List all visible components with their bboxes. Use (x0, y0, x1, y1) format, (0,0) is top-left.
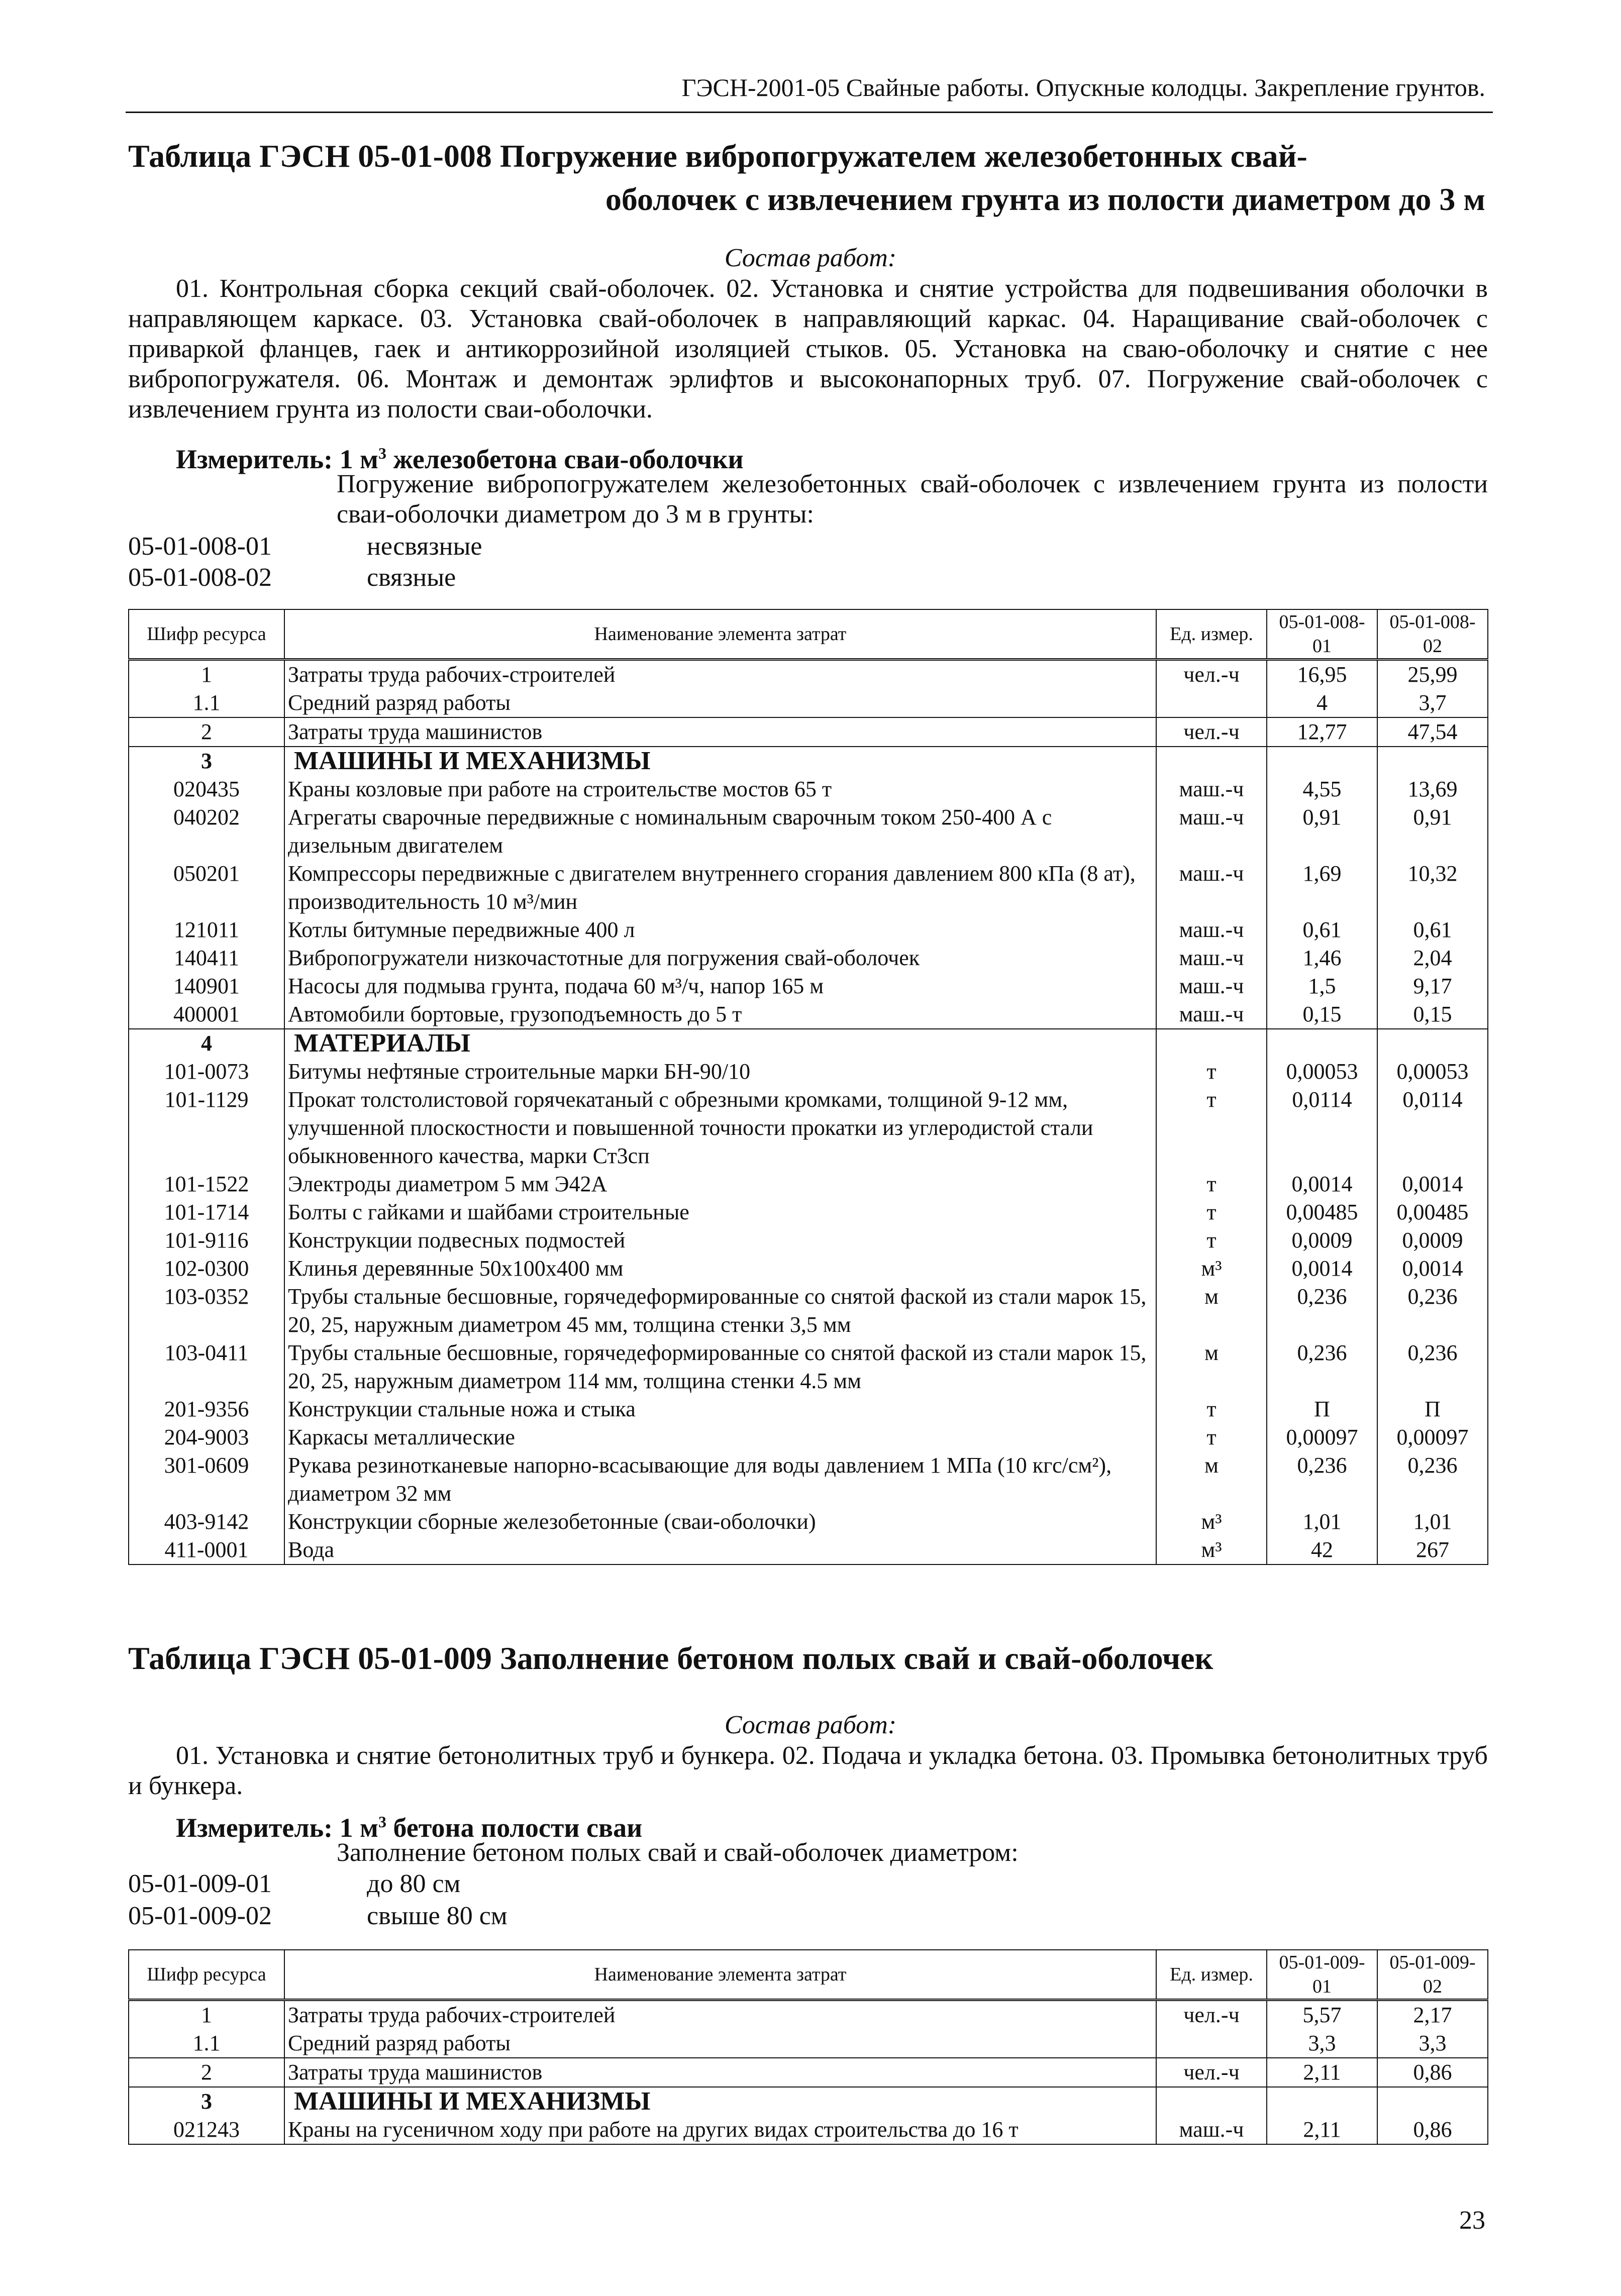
cell-code: 1 (129, 660, 284, 689)
cell-unit: м³ (1156, 1536, 1267, 1564)
table2-meter-value-pre: 1 м (339, 1813, 378, 1843)
cell-name: Прокат толстолистовой горячекатаный с обрезными кромками, толщиной 9-12 мм, улучшенной плоскостности и повышенной точности прокатки из углеродистой стали обыкновенного качества, марки Ст3сп (284, 1086, 1156, 1170)
col-header-v1: 05-01-008-01 (1267, 609, 1377, 660)
table-row (129, 2116, 1488, 2144)
cell-value-1: 4,55 (1267, 775, 1377, 803)
cell-code: 102-0300 (129, 1255, 284, 1283)
cell-unit: маш.-ч (1156, 775, 1267, 803)
table1-meter-value-post: железобетона сваи-оболочки (386, 444, 744, 474)
cell-value-2: 0,236 (1377, 1451, 1488, 1508)
cell-unit (1156, 1029, 1267, 1058)
col-header-name: Наименование элемента затрат (284, 1950, 1156, 2000)
table2-composition-heading: Состав работ: (724, 1711, 897, 1739)
cell-name: Насосы для подмыва грунта, подача 60 м³/ч, напор 165 м (284, 972, 1156, 1000)
cell-unit (1156, 2087, 1267, 2116)
cell-value-2: 25,99 (1377, 660, 1488, 689)
cell-unit: м (1156, 1451, 1267, 1508)
cell-name: Агрегаты сварочные передвижные с номинальным сварочным током 250-400 А с дизельным двигателем (284, 803, 1156, 860)
cell-unit (1156, 747, 1267, 775)
cell-unit: м³ (1156, 1508, 1267, 1536)
cell-code: 201-9356 (129, 1395, 284, 1423)
table-row (129, 1283, 1488, 1339)
cell-value-1: 2,11 (1267, 2116, 1377, 2144)
cell-unit: маш.-ч (1156, 2116, 1267, 2144)
cell-unit: м (1156, 1283, 1267, 1339)
cell-value-1: 0,0014 (1267, 1170, 1377, 1198)
cell-name: МАШИНЫ И МЕХАНИЗМЫ (284, 2087, 1156, 2116)
cell-name: Краны козловые при работе на строительстве мостов 65 т (284, 775, 1156, 803)
running-header: ГЭСН-2001-05 Свайные работы. Опускные колодцы. Закрепление грунтов. (681, 73, 1485, 101)
page-number: 23 (1459, 2206, 1485, 2235)
cell-value-2: 0,00053 (1377, 1058, 1488, 1086)
col-header-code: Шифр ресурса (129, 609, 284, 660)
cell-unit: чел.-ч (1156, 717, 1267, 747)
cell-unit: т (1156, 1058, 1267, 1086)
cell-name: Трубы стальные бесшовные, горячедеформированные со снятой фаской из стали марок 15, 20, 25, наружным диаметром 114 мм, толщина стенки 4.5 мм (284, 1339, 1156, 1395)
cell-value-1: 0,00053 (1267, 1058, 1377, 1086)
col-header-v2: 05-01-008-02 (1377, 609, 1488, 660)
cell-unit: маш.-ч (1156, 803, 1267, 860)
table-row (129, 2058, 1488, 2087)
cell-value-2: 10,32 (1377, 860, 1488, 916)
cell-value-2: 1,01 (1377, 1508, 1488, 1536)
table-row (129, 717, 1488, 747)
table1-code: 05-01-008-02 (128, 563, 272, 592)
cell-value-2: 0,86 (1377, 2058, 1488, 2087)
cell-value-2: 13,69 (1377, 775, 1488, 803)
table1-composition-text: 01. Контрольная сборка секций свай-оболочек. 02. Установка и снятие устройства для подвешивания оболочки в направляющем каркасе. 03. Установка свай-оболочек в направляющий каркас. 04. Наращивание свай-оболочек с приваркой фланцев, гаек и антикоррозийной изоляцией стыков. 05. Установка на сваю-оболочку и снятие с нее вибропогружателя. 06. Монтаж и демонтаж эрлифтов и высоконапорных труб. 07. Погружение свай-оболочек с извлечением грунта из полости сваи-оболочки. (128, 274, 1488, 424)
cell-code: 103-0411 (129, 1339, 284, 1395)
cell-value-1: 0,15 (1267, 1000, 1377, 1029)
cell-unit: т (1156, 1395, 1267, 1423)
cell-value-1: 16,95 (1267, 660, 1377, 689)
table1-code-row (128, 532, 482, 562)
cell-name: Затраты труда рабочих-строителей (284, 2000, 1156, 2030)
cell-value-1: 0,0009 (1267, 1226, 1377, 1255)
cell-name: Затраты труда рабочих-строителей (284, 660, 1156, 689)
cell-value-1: 12,77 (1267, 717, 1377, 747)
cell-value-1 (1267, 747, 1377, 775)
section-row (129, 747, 1488, 775)
table-row (129, 860, 1488, 916)
table-row (129, 1198, 1488, 1226)
table2-composition-text: 01. Установка и снятие бетонолитных труб и бункера. 02. Подача и укладка бетона. 03. Промывка бетонолитных труб и бункера. (128, 1741, 1488, 1800)
cell-code: 204-9003 (129, 1423, 284, 1451)
cell-value-2: П (1377, 1395, 1488, 1423)
cell-value-1: 0,00485 (1267, 1198, 1377, 1226)
table2-code: 05-01-009-01 (128, 1869, 272, 1898)
table-row (129, 775, 1488, 803)
cell-name: Рукава резинотканевые напорно-всасывающие для воды давлением 1 МПа (10 кгс/см²), диаметром 32 мм (284, 1451, 1156, 1508)
cell-code: 020435 (129, 775, 284, 803)
table1-code-desc: несвязные (367, 532, 482, 561)
cell-unit: чел.-ч (1156, 2000, 1267, 2030)
table-row (129, 1395, 1488, 1423)
cell-code: 3 (129, 2087, 284, 2116)
cell-value-2: 9,17 (1377, 972, 1488, 1000)
table2-intro: Заполнение бетоном полых свай и свай-оболочек диаметром: (337, 1838, 1019, 1867)
table-row (129, 803, 1488, 860)
cell-value-1: 5,57 (1267, 2000, 1377, 2030)
section-row (129, 2087, 1488, 2116)
table-row (129, 1086, 1488, 1170)
table2-code-row (128, 1901, 508, 1931)
cell-value-2: 0,00485 (1377, 1198, 1488, 1226)
cell-unit: т (1156, 1086, 1267, 1170)
table1-code: 05-01-008-01 (128, 532, 272, 561)
cell-value-1: 0,91 (1267, 803, 1377, 860)
table2-title: Таблица ГЭСН 05-01-009 Заполнение бетоном полых свай и свай-оболочек (128, 1640, 1213, 1676)
table-row (129, 972, 1488, 1000)
cell-code: 1.1 (129, 2029, 284, 2058)
cell-code: 101-1714 (129, 1198, 284, 1226)
cell-value-2: 2,17 (1377, 2000, 1488, 2030)
table-row (129, 944, 1488, 972)
cell-value-1: 4 (1267, 689, 1377, 717)
cell-code: 040202 (129, 803, 284, 860)
cell-name: Электроды диаметром 5 мм Э42А (284, 1170, 1156, 1198)
cell-value-2: 3,3 (1377, 2029, 1488, 2058)
cell-code: 140411 (129, 944, 284, 972)
table2-meter-value-post: бетона полости сваи (386, 1813, 643, 1843)
table2-meter-sup: 3 (378, 1813, 386, 1831)
cell-value-1: 42 (1267, 1536, 1377, 1564)
header-rule (126, 112, 1493, 113)
table1-meter-value-pre: 1 м (339, 444, 378, 474)
cell-value-1: 0,236 (1267, 1283, 1377, 1339)
cell-code: 121011 (129, 916, 284, 944)
resource-table-2 (128, 1949, 1488, 2145)
cell-unit: т (1156, 1226, 1267, 1255)
cell-value-2: 0,0014 (1377, 1170, 1488, 1198)
cell-unit (1156, 689, 1267, 717)
cell-name: Битумы нефтяные строительные марки БН-90/10 (284, 1058, 1156, 1086)
cell-value-2: 47,54 (1377, 717, 1488, 747)
cell-unit: маш.-ч (1156, 944, 1267, 972)
cell-name: МАШИНЫ И МЕХАНИЗМЫ (284, 747, 1156, 775)
table2-code-desc: до 80 см (367, 1869, 461, 1898)
cell-value-1: П (1267, 1395, 1377, 1423)
cell-name: Затраты труда машинистов (284, 717, 1156, 747)
table-row (129, 1508, 1488, 1536)
cell-value-1: 1,5 (1267, 972, 1377, 1000)
cell-name: Вода (284, 1536, 1156, 1564)
col-header-unit: Ед. измер. (1156, 609, 1267, 660)
cell-code: 101-9116 (129, 1226, 284, 1255)
table1-code-row (128, 563, 456, 593)
cell-code: 103-0352 (129, 1283, 284, 1339)
table2-code-row (128, 1869, 460, 1899)
cell-code: 1.1 (129, 689, 284, 717)
cell-code: 2 (129, 2058, 284, 2087)
cell-value-2 (1377, 1029, 1488, 1058)
col-header-v1: 05-01-009-01 (1267, 1950, 1377, 2000)
cell-value-2: 2,04 (1377, 944, 1488, 972)
table-row (129, 1170, 1488, 1198)
cell-value-1: 1,01 (1267, 1508, 1377, 1536)
cell-value-2: 0,86 (1377, 2116, 1488, 2144)
cell-name: Конструкции сборные железобетонные (сваи-оболочки) (284, 1508, 1156, 1536)
cell-code: 140901 (129, 972, 284, 1000)
cell-value-2: 0,0009 (1377, 1226, 1488, 1255)
cell-name: Болты с гайками и шайбами строительные (284, 1198, 1156, 1226)
table-row (129, 1536, 1488, 1564)
table-header-row (129, 609, 1488, 660)
cell-value-1 (1267, 1029, 1377, 1058)
table1-meter-sup: 3 (378, 444, 386, 462)
table1-title-line1: Таблица ГЭСН 05-01-008 Погружение вибропогружателем железобетонных свай- (128, 138, 1307, 174)
table-row (129, 1226, 1488, 1255)
cell-name: Каркасы металлические (284, 1423, 1156, 1451)
resource-table-1 (128, 609, 1488, 1565)
cell-unit: чел.-ч (1156, 660, 1267, 689)
col-header-name: Наименование элемента затрат (284, 609, 1156, 660)
cell-value-1: 0,236 (1267, 1339, 1377, 1395)
cell-value-2: 0,236 (1377, 1283, 1488, 1339)
cell-name: Трубы стальные бесшовные, горячедеформированные со снятой фаской из стали марок 15, 20, 25, наружным диаметром 45 мм, толщина стенки 3,5 мм (284, 1283, 1156, 1339)
cell-name: Средний разряд работы (284, 689, 1156, 717)
cell-name: Компрессоры передвижные с двигателем внутреннего сгорания давлением 800 кПа (8 ат), производительность 10 м³/мин (284, 860, 1156, 916)
section-row (129, 1029, 1488, 1058)
col-header-code: Шифр ресурса (129, 1950, 284, 2000)
col-header-v2: 05-01-009-02 (1377, 1950, 1488, 2000)
cell-code: 101-0073 (129, 1058, 284, 1086)
table1-composition-heading: Состав работ: (724, 244, 897, 272)
table1-title (128, 135, 1485, 221)
cell-value-2: 0,0014 (1377, 1255, 1488, 1283)
cell-value-2: 0,0114 (1377, 1086, 1488, 1170)
cell-value-2 (1377, 747, 1488, 775)
table-row (129, 1000, 1488, 1029)
cell-value-1: 0,00097 (1267, 1423, 1377, 1451)
table-row (129, 689, 1488, 717)
cell-value-2: 0,15 (1377, 1000, 1488, 1029)
table-row (129, 1058, 1488, 1086)
table-row (129, 1451, 1488, 1508)
cell-value-2 (1377, 2087, 1488, 2116)
cell-name: Автомобили бортовые, грузоподъемность до 5 т (284, 1000, 1156, 1029)
table2-code-desc: свыше 80 см (367, 1902, 508, 1930)
cell-unit: т (1156, 1198, 1267, 1226)
cell-value-1: 0,0014 (1267, 1255, 1377, 1283)
cell-value-2: 3,7 (1377, 689, 1488, 717)
table-row (129, 1255, 1488, 1283)
cell-name: Клинья деревянные 50х100х400 мм (284, 1255, 1156, 1283)
cell-code: 1 (129, 2000, 284, 2030)
cell-code: 101-1522 (129, 1170, 284, 1198)
cell-value-2: 0,61 (1377, 916, 1488, 944)
cell-name: МАТЕРИАЛЫ (284, 1029, 1156, 1058)
cell-code: 050201 (129, 860, 284, 916)
cell-unit: чел.-ч (1156, 2058, 1267, 2087)
cell-unit: м (1156, 1339, 1267, 1395)
cell-value-1: 0,61 (1267, 916, 1377, 944)
table1-code-desc: связные (367, 563, 456, 592)
cell-unit: маш.-ч (1156, 916, 1267, 944)
table-row (129, 916, 1488, 944)
cell-code: 411-0001 (129, 1536, 284, 1564)
cell-value-2: 0,91 (1377, 803, 1488, 860)
cell-value-1: 2,11 (1267, 2058, 1377, 2087)
table2-code: 05-01-009-02 (128, 1902, 272, 1930)
cell-value-2: 267 (1377, 1536, 1488, 1564)
cell-value-1: 0,0114 (1267, 1086, 1377, 1170)
cell-name: Краны на гусеничном ходу при работе на других видах строительства до 16 т (284, 2116, 1156, 2144)
cell-value-1: 1,46 (1267, 944, 1377, 972)
cell-value-2: 0,00097 (1377, 1423, 1488, 1451)
cell-name: Затраты труда машинистов (284, 2058, 1156, 2087)
cell-value-1: 1,69 (1267, 860, 1377, 916)
cell-value-1: 0,236 (1267, 1451, 1377, 1508)
cell-unit: маш.-ч (1156, 1000, 1267, 1029)
cell-code: 021243 (129, 2116, 284, 2144)
table1-meter-label: Измеритель: (176, 444, 333, 474)
cell-unit: маш.-ч (1156, 972, 1267, 1000)
cell-value-1: 3,3 (1267, 2029, 1377, 2058)
cell-unit (1156, 2029, 1267, 2058)
cell-name: Средний разряд работы (284, 2029, 1156, 2058)
col-header-unit: Ед. измер. (1156, 1950, 1267, 2000)
table1-title-line2: оболочек с извлечением грунта из полости диаметром до 3 м (605, 181, 1485, 217)
cell-value-1 (1267, 2087, 1377, 2116)
cell-code: 3 (129, 747, 284, 775)
cell-code: 4 (129, 1029, 284, 1058)
cell-value-2: 0,236 (1377, 1339, 1488, 1395)
cell-unit: м³ (1156, 1255, 1267, 1283)
cell-name: Конструкции стальные ножа и стыка (284, 1395, 1156, 1423)
table1-intro: Погружение вибропогружателем железобетонных свай-оболочек с извлечением грунта из полости сваи-оболочки диаметром до 3 м в грунты: (337, 470, 1488, 529)
cell-name: Вибропогружатели низкочастотные для погружения свай-оболочек (284, 944, 1156, 972)
table-row (129, 1339, 1488, 1395)
cell-unit: маш.-ч (1156, 860, 1267, 916)
cell-unit: т (1156, 1170, 1267, 1198)
table-row (129, 1423, 1488, 1451)
cell-name: Конструкции подвесных подмостей (284, 1226, 1156, 1255)
cell-code: 301-0609 (129, 1451, 284, 1508)
cell-unit: т (1156, 1423, 1267, 1451)
table-row (129, 660, 1488, 689)
table-row (129, 2029, 1488, 2058)
cell-code: 400001 (129, 1000, 284, 1029)
table-row (129, 2000, 1488, 2030)
cell-code: 403-9142 (129, 1508, 284, 1536)
cell-name: Котлы битумные передвижные 400 л (284, 916, 1156, 944)
table2-meter-label: Измеритель: (176, 1813, 333, 1843)
cell-code: 2 (129, 717, 284, 747)
cell-code: 101-1129 (129, 1086, 284, 1170)
table-header-row (129, 1950, 1488, 2000)
